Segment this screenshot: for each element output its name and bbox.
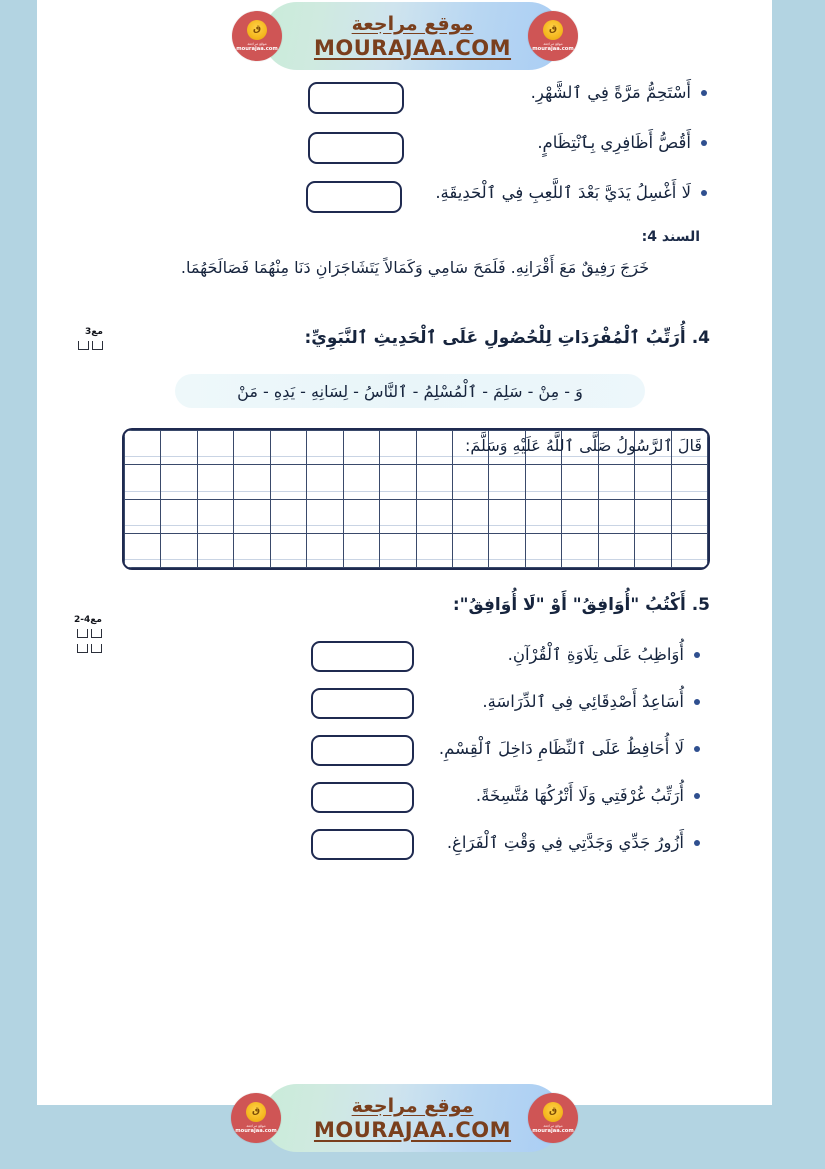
logo-emblem-icon: ق — [246, 1102, 266, 1122]
grid-cell[interactable] — [161, 431, 197, 465]
logo-subtitle-arabic: موقع مراجعة — [247, 41, 267, 46]
grid-cell[interactable] — [343, 465, 379, 499]
statement-text: أُوَاظِبُ عَلَى تِلَاوَةِ ٱلْقُرْآنِ. — [507, 645, 684, 664]
grid-cell[interactable] — [452, 499, 488, 533]
grid-cell[interactable] — [343, 431, 379, 465]
margin-note-brackets — [74, 629, 102, 653]
logo-subtitle-url: mourajaa.com — [532, 46, 574, 53]
margin-bracket-row — [74, 644, 102, 653]
bullet-icon — [694, 699, 700, 705]
footer-brand-url: MOURAJAA.COM — [313, 1117, 512, 1142]
logo-subtitle-arabic: موقع مراجعة — [246, 1123, 266, 1128]
margin-note-brackets — [78, 341, 103, 350]
answer-box[interactable] — [306, 181, 402, 213]
grid-cell[interactable] — [234, 465, 270, 499]
header-brand-url: MOURAJAA.COM — [313, 35, 512, 60]
answer-box[interactable] — [311, 688, 414, 719]
logo-subtitle-arabic: موقع مراجعة — [543, 41, 563, 46]
bracket-icon — [77, 629, 88, 638]
grid-cell[interactable] — [562, 533, 598, 567]
question-5-number: 5. — [691, 595, 710, 615]
logo-emblem-icon: ق — [543, 20, 563, 40]
grid-cell[interactable] — [635, 499, 671, 533]
brand-logo-icon — [528, 11, 578, 61]
question-4-text: أُرَتِّبُ ٱلْمُفْرَدَاتِ لِلْحُصُولِ عَلَى ٱلْحَدِيثِ ٱلنَّبَوِيِّ: — [304, 328, 686, 348]
bullet-icon — [694, 793, 700, 799]
grid-cell[interactable] — [416, 431, 452, 465]
statement-text: أُسَاعِدُ أَصْدِقَائِي فِي ٱلدِّرَاسَةِ. — [482, 692, 684, 711]
grid-cell[interactable] — [270, 499, 306, 533]
writing-grid-row[interactable] — [125, 499, 708, 533]
writing-grid-row[interactable] — [125, 431, 708, 465]
writing-grid-table — [124, 430, 708, 568]
bracket-icon — [78, 341, 89, 350]
grid-cell[interactable] — [307, 465, 343, 499]
grid-cell[interactable] — [234, 431, 270, 465]
grid-cell[interactable] — [452, 465, 488, 499]
grid-prefilled-text: قَالَ ٱلرَّسُولُ صَلَّى ٱللَّهُ عَلَيْهِ وَسَلَّمَ: — [464, 436, 702, 455]
grid-cell[interactable] — [598, 499, 634, 533]
grid-cell[interactable] — [161, 499, 197, 533]
footer-brand-pill — [263, 1084, 563, 1152]
grid-cell[interactable] — [197, 533, 233, 567]
bullet-icon — [694, 840, 700, 846]
grid-cell[interactable] — [380, 465, 416, 499]
statement-row — [447, 833, 700, 852]
margin-note-label: مع3 — [85, 327, 103, 337]
grid-cell[interactable] — [197, 499, 233, 533]
grid-cell[interactable] — [562, 431, 598, 465]
footer-banner — [0, 1082, 825, 1154]
statement-row — [482, 692, 700, 711]
logo-emblem-icon: ق — [543, 1102, 563, 1122]
footer-brand-arabic: موقع مراجعة — [351, 1094, 474, 1117]
bracket-icon — [92, 341, 103, 350]
answer-box[interactable] — [311, 782, 414, 813]
grid-cell[interactable] — [671, 431, 707, 465]
grid-cell[interactable] — [125, 465, 161, 499]
grid-cell[interactable] — [525, 431, 561, 465]
logo-subtitle-url: mourajaa.com — [532, 1128, 574, 1135]
logo-subtitle-url: mourajaa.com — [236, 46, 278, 53]
answer-box[interactable] — [308, 82, 404, 114]
grid-cell[interactable] — [125, 431, 161, 465]
grid-cell[interactable] — [197, 431, 233, 465]
statement-row — [439, 739, 700, 758]
grid-cell[interactable] — [125, 499, 161, 533]
writing-grid-body — [125, 431, 708, 568]
statement-text: لَا أُحَافِظُ عَلَى ٱلنِّظَامِ دَاخِلَ ٱلْقِسْمِ. — [438, 739, 684, 758]
grid-cell[interactable] — [489, 431, 525, 465]
question-5-text: أَكْتُبُ "أُوَافِقُ" أَوْ "لَا أُوَافِقُ": — [452, 595, 686, 615]
question-4-number: 4. — [691, 328, 710, 348]
grid-cell[interactable] — [380, 499, 416, 533]
margin-bracket-row — [78, 341, 103, 350]
brand-logo-icon — [232, 11, 282, 61]
grid-cell[interactable] — [307, 431, 343, 465]
grid-cell[interactable] — [671, 465, 707, 499]
writing-grid[interactable] — [122, 428, 710, 570]
margin-note — [74, 615, 102, 653]
sanad-passage: خَرَجَ رَفِيقٌ مَعَ أَقْرَانِهِ. فَلَمَحَ سَامِي وَكَمَالاً يَتَشَاجَرَانِ دَنَا مِنْهُمَا فَصَالَحَهُمَا. — [180, 258, 650, 277]
grid-cell[interactable] — [525, 499, 561, 533]
margin-note-label: مع4-2 — [74, 615, 103, 625]
grid-cell[interactable] — [562, 499, 598, 533]
bullet-icon — [701, 140, 707, 146]
logo-emblem-icon: ق — [247, 20, 267, 40]
statement-row — [531, 83, 707, 102]
bullet-icon — [701, 190, 707, 196]
grid-cell[interactable] — [489, 499, 525, 533]
grid-cell[interactable] — [380, 431, 416, 465]
answer-box[interactable] — [311, 641, 414, 672]
bracket-icon — [91, 629, 102, 638]
grid-cell[interactable] — [635, 533, 671, 567]
grid-cell[interactable] — [161, 533, 197, 567]
writing-grid-row[interactable] — [125, 533, 708, 567]
grid-cell[interactable] — [197, 465, 233, 499]
grid-cell[interactable] — [416, 499, 452, 533]
word-bank-text: وَ - مِنْ - سَلِمَ - ٱلْمُسْلِمُ - ٱلنَّاسُ - لِسَانِهِ - يَدِهِ - مَنْ — [237, 381, 583, 401]
bullet-icon — [694, 746, 700, 752]
answer-box[interactable] — [311, 829, 414, 860]
grid-cell[interactable] — [562, 465, 598, 499]
statement-text: أَسْتَحِمُّ مَرَّةً فِي ٱلشَّهْرِ. — [530, 83, 691, 102]
grid-cell[interactable] — [452, 533, 488, 567]
statement-row — [508, 645, 700, 664]
grid-cell[interactable] — [489, 533, 525, 567]
statement-text: أُرَتِّبُ غُرْفَتِي وَلَا أَتْرُكُهَا مُتَّسِخَةً. — [475, 786, 684, 805]
bullet-icon — [701, 90, 707, 96]
grid-cell[interactable] — [671, 533, 707, 567]
brand-logo-icon — [231, 1093, 281, 1143]
grid-cell[interactable] — [416, 533, 452, 567]
grid-cell[interactable] — [234, 499, 270, 533]
grid-cell[interactable] — [635, 465, 671, 499]
grid-cell[interactable] — [380, 533, 416, 567]
question-5-heading — [453, 595, 710, 615]
logo-subtitle-arabic: موقع مراجعة — [543, 1123, 563, 1128]
header-banner — [0, 0, 825, 72]
grid-cell[interactable] — [452, 431, 488, 465]
statement-text: لَا أَغْسِلُ يَدَيَّ بَعْدَ ٱللَّعِبِ فِي ٱلْحَدِيقَةِ. — [435, 183, 691, 202]
bracket-icon — [77, 644, 88, 653]
answer-box[interactable] — [308, 132, 404, 164]
margin-bracket-row — [74, 629, 102, 638]
grid-cell[interactable] — [270, 465, 306, 499]
margin-note — [78, 327, 103, 350]
sanad-label: السند 4: — [641, 229, 700, 245]
grid-cell[interactable] — [343, 533, 379, 567]
grid-cell[interactable] — [416, 465, 452, 499]
grid-cell[interactable] — [635, 431, 671, 465]
bracket-icon — [91, 644, 102, 653]
answer-box[interactable] — [311, 735, 414, 766]
grid-cell[interactable] — [307, 533, 343, 567]
header-brand-pill — [263, 2, 563, 70]
statement-row — [537, 133, 707, 152]
grid-cell[interactable] — [270, 533, 306, 567]
brand-logo-icon — [528, 1093, 578, 1143]
grid-cell[interactable] — [525, 465, 561, 499]
grid-cell[interactable] — [125, 533, 161, 567]
logo-subtitle-url: mourajaa.com — [235, 1128, 277, 1135]
grid-cell[interactable] — [598, 431, 634, 465]
grid-cell[interactable] — [671, 499, 707, 533]
statement-row — [435, 183, 707, 202]
statement-text: أَزُورُ جَدِّي وَجَدَّتِي فِي وَقْتِ ٱلْفَرَاغِ. — [446, 833, 684, 852]
grid-cell[interactable] — [161, 465, 197, 499]
statement-row — [476, 786, 700, 805]
grid-cell[interactable] — [343, 499, 379, 533]
grid-cell[interactable] — [598, 465, 634, 499]
grid-cell[interactable] — [270, 431, 306, 465]
grid-cell[interactable] — [307, 499, 343, 533]
writing-grid-row[interactable] — [125, 465, 708, 499]
question-4-heading — [304, 327, 710, 348]
grid-cell[interactable] — [598, 533, 634, 567]
bullet-icon — [694, 652, 700, 658]
word-bank — [175, 374, 645, 408]
grid-cell[interactable] — [234, 533, 270, 567]
header-brand-arabic: موقع مراجعة — [351, 12, 474, 35]
grid-cell[interactable] — [489, 465, 525, 499]
statement-text: أَقُصُّ أَظَافِرِي بِٱنْتِظَامٍ. — [537, 133, 691, 152]
grid-cell[interactable] — [525, 533, 561, 567]
